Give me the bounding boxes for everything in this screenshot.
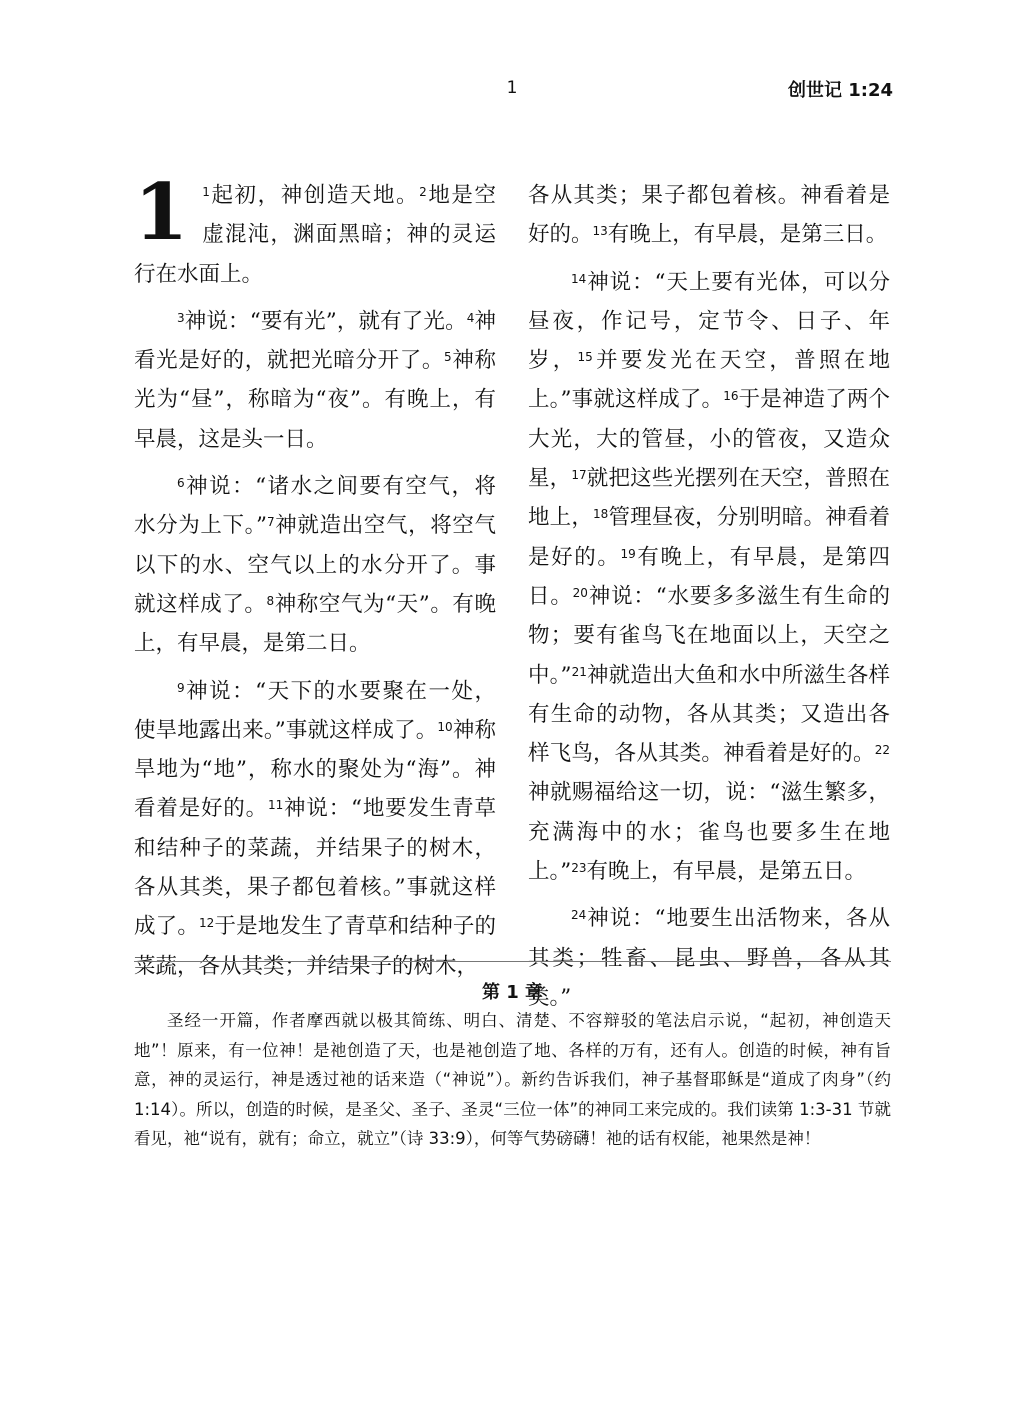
- verse-number: 6: [177, 476, 185, 491]
- verse-number: 22: [874, 743, 890, 758]
- commentary-section: [134, 980, 891, 1154]
- verse-text: 神说：“地要生出活物来，各从其类；牲畜、昆虫、野兽，各从其类。”: [528, 906, 890, 1010]
- verse-text: 神就造出大鱼和水中所滋生各样有生命的动物，各从其类；又造出各样飞鸟，各从其类。神看着是好的。: [528, 662, 890, 767]
- verse-text: 有晚上，有早晨，是第五日。: [586, 859, 867, 885]
- verse-text: 管理昼夜，分别明暗。神看着是好的。: [528, 505, 890, 570]
- verse-text: 神称空气为“天”。有晚上，有早晨，是第二日。: [134, 591, 496, 657]
- verse-paragraph: [134, 302, 496, 459]
- verse-paragraph: [528, 263, 890, 892]
- verse-text: 神就造出空气，将空气以下的水、空气以上的水分开了。事就这样成了。: [134, 513, 496, 617]
- verse-text: 地是空虚混沌，渊面黑暗；神的灵运行在水面上。: [134, 183, 496, 287]
- verse-number: 5: [444, 350, 452, 365]
- verse-number: 10: [437, 719, 453, 734]
- verse-text: 起初，神创造天地。: [209, 183, 420, 208]
- verse-text: 各从其类；果子都包着核。神看着是好的。: [528, 183, 890, 248]
- verse-number: 3: [177, 310, 185, 325]
- verse-number: 18: [593, 507, 609, 522]
- verse-paragraph: [134, 167, 496, 294]
- verse-text: 并要发光在天空，普照在地上。”事就这样成了。: [528, 348, 890, 413]
- footnote-divider: [134, 961, 891, 962]
- verse-text: 神说：“水要多多滋生有生命的物；要有雀鸟飞在地面以上，天空之中。”: [528, 583, 890, 688]
- verse-text: 神看光是好的，就把光暗分开了。: [134, 308, 496, 374]
- verse-number: 15: [577, 350, 593, 365]
- verse-text: 神称旱地为“地”，称水的聚处为“海”。神看着是好的。: [134, 717, 496, 822]
- verse-number: 24: [571, 908, 587, 923]
- verse-number: 21: [571, 664, 587, 679]
- scripture-column-left: [134, 167, 496, 986]
- commentary-text: ”！原来，有一位神！是祂创造了天，也是祂创造了地、各样的万有，还有人。创造的时候，神有旨意，神的灵运行，神是透过祂的话来造（“: [134, 1040, 891, 1089]
- commentary-text: 圣经一开篇，作者摩西就以极其简练、明白、清楚、不容辩驳的笔法启示说，“: [167, 1011, 769, 1030]
- verse-paragraph: [134, 672, 496, 986]
- commentary-quote: 道成了肉身: [770, 1070, 857, 1089]
- commentary-title: 第 1 章: [481, 982, 544, 1003]
- commentary-quote: 神说: [451, 1070, 487, 1089]
- verse-text: 神说：“天上要有光体，可以分昼夜，作记号，定节令、日子、年岁，: [528, 269, 890, 374]
- verse-number: 7: [267, 515, 275, 530]
- verse-number: 16: [723, 389, 739, 404]
- verse-text: 神说：“地要发生青草和结种子的菜蔬，并结果子的树木，各从其类，果子都包着核。”事就这样成了。: [134, 796, 496, 940]
- verse-number: 13: [592, 224, 608, 239]
- verse-text: 神称光为“昼”，称暗为“夜”。有晚上，有早晨，这是头一日。: [134, 348, 496, 452]
- commentary-text: ”（诗 33:9），何等气势磅礴！祂的话有权能，祂果然是神！: [390, 1129, 821, 1148]
- verse-text: 于是地发生了青草和结种子的菜蔬，各从其类；并结果子的树木，: [134, 914, 496, 979]
- commentary-quote: 起初，神创造天地: [134, 1011, 891, 1060]
- verse-number: 1: [202, 185, 210, 199]
- verse-number: 2: [419, 185, 427, 199]
- verse-number: 20: [572, 585, 588, 600]
- verse-text: 有晚上，有早晨，是第四日。: [528, 544, 890, 609]
- verse-text: 神就赐福给这一切，说：“滋生繁多，充满海中的水；雀鸟也要多生在地上。”: [528, 780, 890, 885]
- verse-number: 4: [466, 310, 475, 325]
- verse-number: 12: [199, 916, 215, 931]
- verse-number: 14: [571, 271, 587, 286]
- scripture-column-right: [528, 176, 890, 1017]
- verse-number: 8: [266, 593, 275, 608]
- verse-number: 11: [267, 798, 284, 813]
- chapter-number: 1: [134, 167, 189, 258]
- page-number: 1: [506, 78, 518, 98]
- commentary-text: ”）。新约告诉我们，神子基督耶稣是“: [486, 1070, 771, 1089]
- commentary-text: ”（约 1:14）。所以，创造的时候，是圣父、圣子、圣灵“三位一体”的神同工来完成的。我们读第 1:3-31 节就看见，祂“: [134, 1070, 891, 1148]
- verse-number: 9: [177, 680, 185, 695]
- commentary-paragraph: [134, 1006, 891, 1154]
- verse-paragraph: [134, 467, 496, 663]
- verse-text: 神说：“要有光”，就有了光。: [184, 308, 467, 334]
- verse-text: 于是神造了两个大光，大的管昼，小的管夜，又造众星，: [528, 387, 890, 492]
- verse-number: 17: [571, 468, 587, 483]
- verse-text: 神说：“天下的水要聚在一处，使旱地露出来。”事就这样成了。: [134, 678, 496, 743]
- verse-number: 23: [571, 861, 587, 876]
- commentary-quote: 说有，就有；命立，就立: [208, 1129, 391, 1148]
- running-head: 创世记 1:24: [787, 80, 893, 101]
- verse-text: 神说：“诸水之间要有空气，将水分为上下。”: [134, 474, 496, 539]
- verse-text: 就把这些光摆列在天空，普照在地上，: [528, 466, 890, 531]
- verse-number: 19: [620, 546, 636, 561]
- verse-text: 有晚上，有早晨，是第三日。: [607, 222, 888, 248]
- verse-paragraph: [528, 176, 890, 255]
